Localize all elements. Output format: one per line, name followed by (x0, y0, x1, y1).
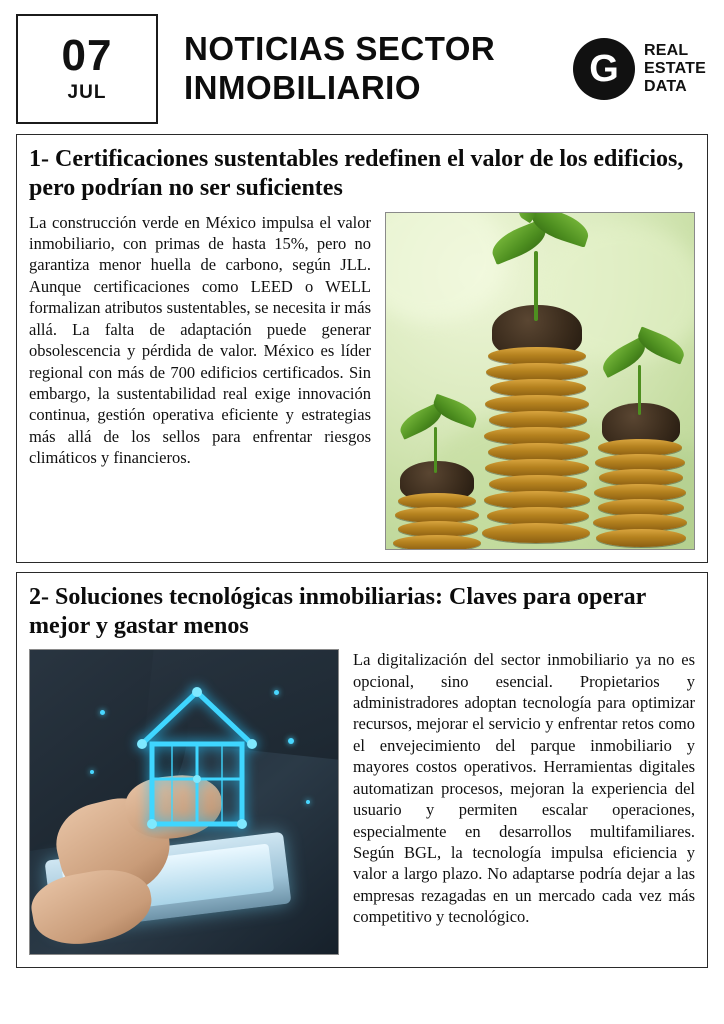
header-title-wrap (158, 14, 556, 124)
date-day: 07 (61, 31, 113, 80)
brand-text (644, 42, 706, 96)
brand-line-3: DATA (644, 77, 687, 95)
brand-logo (556, 14, 708, 124)
article-2-paragraph: La digitalización del sector inmobiliario ya no es opcional, sino esencial. Propietarios y administradores adoptan tecnología para optimizar recursos, mejorar el servicio y enfrentar retos como el envejecimiento del parque inmobiliario y mayores costos operativos. Herramientas digitales automatizan procesos, mejoran la experiencia del usuario y permiten escalar operaciones, especialmente en desarrollos multifamiliares. Según BGL, la tecnología impulsa eficiencia y valor a largo plazo. No adaptarse podría dejar a las empresas rezagadas en un mercado cada vez más competitivo y tecnológico. (353, 650, 695, 927)
article-2-body (29, 649, 695, 955)
page-header (16, 14, 708, 124)
article-1-title: 1- Certificaciones sustentables redefinen el valor de los edificios, pero podrían no ser suficientes (29, 146, 684, 202)
date-box (16, 14, 158, 124)
article-2-title: 2- Soluciones tecnológicas inmobiliarias: Claves para operar mejor y gastar menos (29, 583, 646, 639)
article-2-text (353, 649, 695, 928)
article-2 (16, 572, 708, 969)
page-title: NOTICIAS SECTOR INMOBILIARIO (184, 30, 496, 106)
brand-line-1: REAL (644, 42, 689, 60)
smart-home-hologram-photo (30, 650, 338, 954)
article-1 (16, 134, 708, 563)
article-1-body (29, 212, 695, 550)
coins-with-plants-photo (386, 213, 694, 549)
article-1-text (29, 212, 371, 469)
article-1-paragraph: La construcción verde en México impulsa el valor inmobiliario, con primas de hasta 15%, pero no garantiza menor huella de carbono, según JLL. Aunque certificaciones como LEED o WELL formalizan atributos sustentables, se necesita ir más allá. La falta de adaptación puede generar obsolescencia y pérdida de valor. México es líder regional con más de 700 edificios certificados. Sin embargo, la sustentabilidad real exige innovación continua, gestión operativa eficiente y estrategias más allá de los sellos para enfrentar riesgos climáticos y financieros. (29, 212, 371, 468)
holo-house-icon (122, 674, 272, 844)
brand-line-2: ESTATE (644, 60, 706, 78)
brand-mark-icon: G (573, 38, 635, 100)
article-2-image (29, 649, 339, 955)
article-1-image (385, 212, 695, 550)
date-month: JUL (67, 82, 107, 103)
